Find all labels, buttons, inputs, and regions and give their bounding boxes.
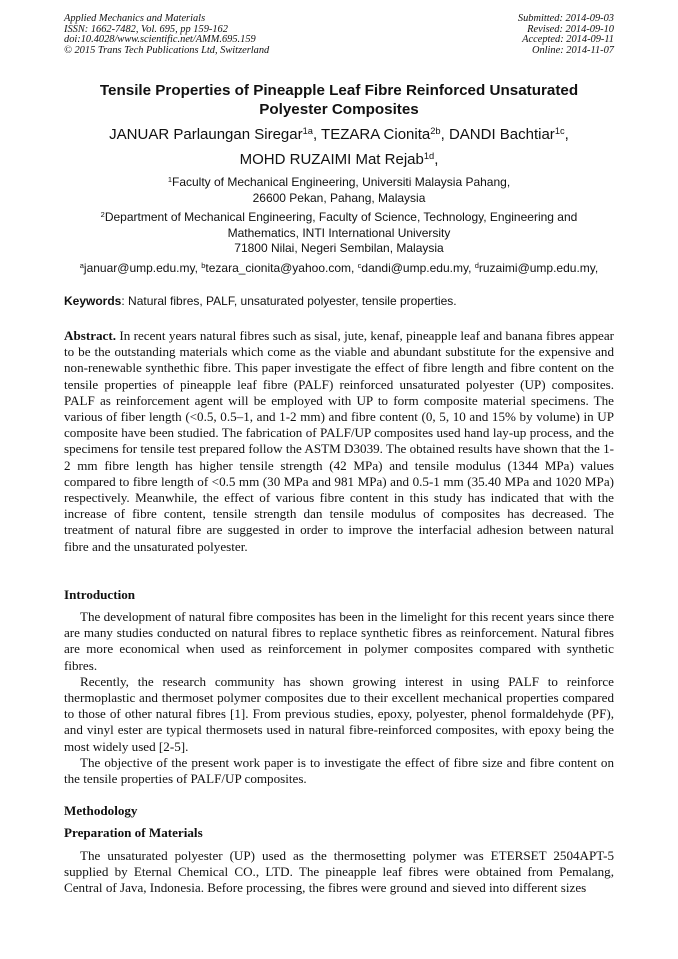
author-superscript: 1c [554,125,565,136]
date-accepted: Accepted: 2014-09-11 [522,34,614,46]
introduction-body [64,609,614,787]
keywords [64,294,614,309]
affiliation-line: Mathematics, INTI International University [227,225,451,240]
journal-issn: ISSN: 1662-7482, Vol. 695, pp 159-162 [64,23,228,35]
email-separator: , [351,261,358,275]
paper-title-line-2: Polyester Composites [259,101,419,118]
author-line-1 [64,122,614,147]
keywords-label: Keywords [64,294,122,308]
email-link[interactable]: ruzaimi@ump.edu.my [478,261,595,275]
author-name: JANUAR Parlaungan Siregar [109,126,303,143]
affiliation-line: Faculty of Mechanical Engineering, Universiti Malaysia Pahang, [171,175,511,189]
methodology-body [64,848,614,897]
author-superscript: 1a [302,125,313,136]
date-revised: Revised: 2014-09-10 [527,23,614,35]
author-separator: , [564,126,569,143]
paragraph: The development of natural fibre composites has been in the limelight for this recent years since there are many studies conducted on natural fibres to replace synthetic fibres as reinforcement. Natural fibres are more economical when used as reinforcement in polymer composites compared with synthetic fibres. [64,609,614,673]
author-list [64,122,614,172]
date-online: Online: 2014-11-07 [531,44,614,56]
abstract-text: In recent years natural fibres such as sisal, jute, kenaf, pineapple leaf and banana fibres appear to be the outstanding materials which come as the viable and abundant substitute for the expensive and non-renewable synthethic fibre. This paper investigate the effect of fibre length and fibre content on the tensile properties of pineapple leaf fibre (PALF) reinforced unsaturated polyester (UP) composites. PALF as reinforcement agent will be employed with UP to form composite material specimens. The various of fiber length (<0.5, 0.5–1, and 1-2 mm) and fibre content (0, 5, 10 and 15% by volume) in UP composite have been studied. The fabrication of PALF/UP composites used hand lay-up process, and the specimens for tensile test prepared follow the ASTM D3039. The obtained results have shown that the 1-2 mm fibre length has higher tensile strength (42 MPa) and tensile modulus (1344 MPa) values compared to fibre length of <0.5 mm (30 MPa and 981 MPa) and 0.5-1 mm (35.40 MPa and 1020 MPa) respectively. Meanwhile, the effect of various fibre content in this study has indicated that with the increase of fibre content, tensile strength dan tensile modulus of composites has decreased. The treatment of natural fibre are suggested in order to improve the interfacial adhesion between natural fibre and the unsaturated polyester. [64,328,614,554]
author-superscript: 1d [423,150,435,161]
affiliation-1 [64,174,614,206]
email-link[interactable]: januar@ump.edu.my [83,261,195,275]
email-separator: , [594,261,599,275]
keywords-text: : Natural fibres, PALF, unsaturated polyester, tensile properties. [121,294,457,308]
email-superscript: a [79,260,84,270]
author-name: MOHD RUZAIMI Mat Rejab [239,151,424,168]
publication-dates [518,14,614,56]
author-separator: , [440,126,449,143]
abstract [64,328,614,555]
email-superscript: d [474,260,479,270]
email-separator: , [468,261,475,275]
email-link[interactable]: dandi@ump.edu.my [361,261,469,275]
paper-title-line-1: Tensile Properties of Pineapple Leaf Fibre Reinforced Unsaturated [99,82,579,99]
affiliation-line: Department of Mechanical Engineering, Faculty of Science, Technology, Engineering and [104,210,578,224]
affiliation-line: 71800 Nilai, Negeri Sembilan, Malaysia [234,241,444,256]
abstract-label: Abstract. [64,328,116,343]
paragraph: The unsaturated polyester (UP) used as the thermosetting polymer was ETERSET 2504APT-5 supplied by Eternal Chemical CO., LTD. The pineapple leaf fibres were obtained from Pemalang, Central of Java, Indonesia. Before processing, the fibres were ground and sieved into different sizes [64,848,614,896]
section-heading-methodology: Methodology [64,803,138,818]
affiliation-superscript: 2 [100,209,105,219]
affiliation-line: 26600 Pekan, Pahang, Malaysia [252,191,426,205]
paragraph: The objective of the present work paper is to investigate the effect of fibre size and fibre content on the tensile properties of PALF/UP composites. [64,754,614,787]
journal-info [64,14,269,56]
author-superscript: 2b [430,125,441,136]
date-submitted: Submitted: 2014-09-03 [517,13,614,24]
email-superscript: b [201,260,206,270]
journal-copyright: © 2015 Trans Tech Publications Ltd, Switzerland [64,44,270,56]
author-line-2 [64,147,614,172]
paragraph: Recently, the research community has shown growing interest in using PALF to reinforce thermoplastic and thermoset polymer composites due to their excellent mechanical properties compared to those of other natural fibres [1]. From previous studies, epoxy, polyester, phenol formaldehyde (PF), and vinyl ester are typical thermosets used in natural fibre-reinforced composites, with epoxy being the most widely used [2-5]. [64,673,614,754]
email-superscript: c [357,260,362,270]
subsection-heading-preparation: Preparation of Materials [64,825,203,840]
journal-doi[interactable]: doi:10.4028/www.scientific.net/AMM.695.159 [64,34,256,46]
affiliation-2 [64,210,614,257]
journal-name: Applied Mechanics and Materials [64,13,206,24]
section-heading-introduction: Introduction [64,587,136,602]
author-name: DANDI Bachtiar [448,126,555,143]
author-separator: , [434,151,439,168]
author-separator: , [312,126,322,143]
affiliation-superscript: 1 [167,174,172,184]
author-name: TEZARA Cionita [321,126,431,143]
paper-title [64,81,614,119]
author-emails [60,261,618,276]
email-link[interactable]: tezara_cionita@yahoo.com [205,261,351,275]
email-separator: , [194,261,202,275]
